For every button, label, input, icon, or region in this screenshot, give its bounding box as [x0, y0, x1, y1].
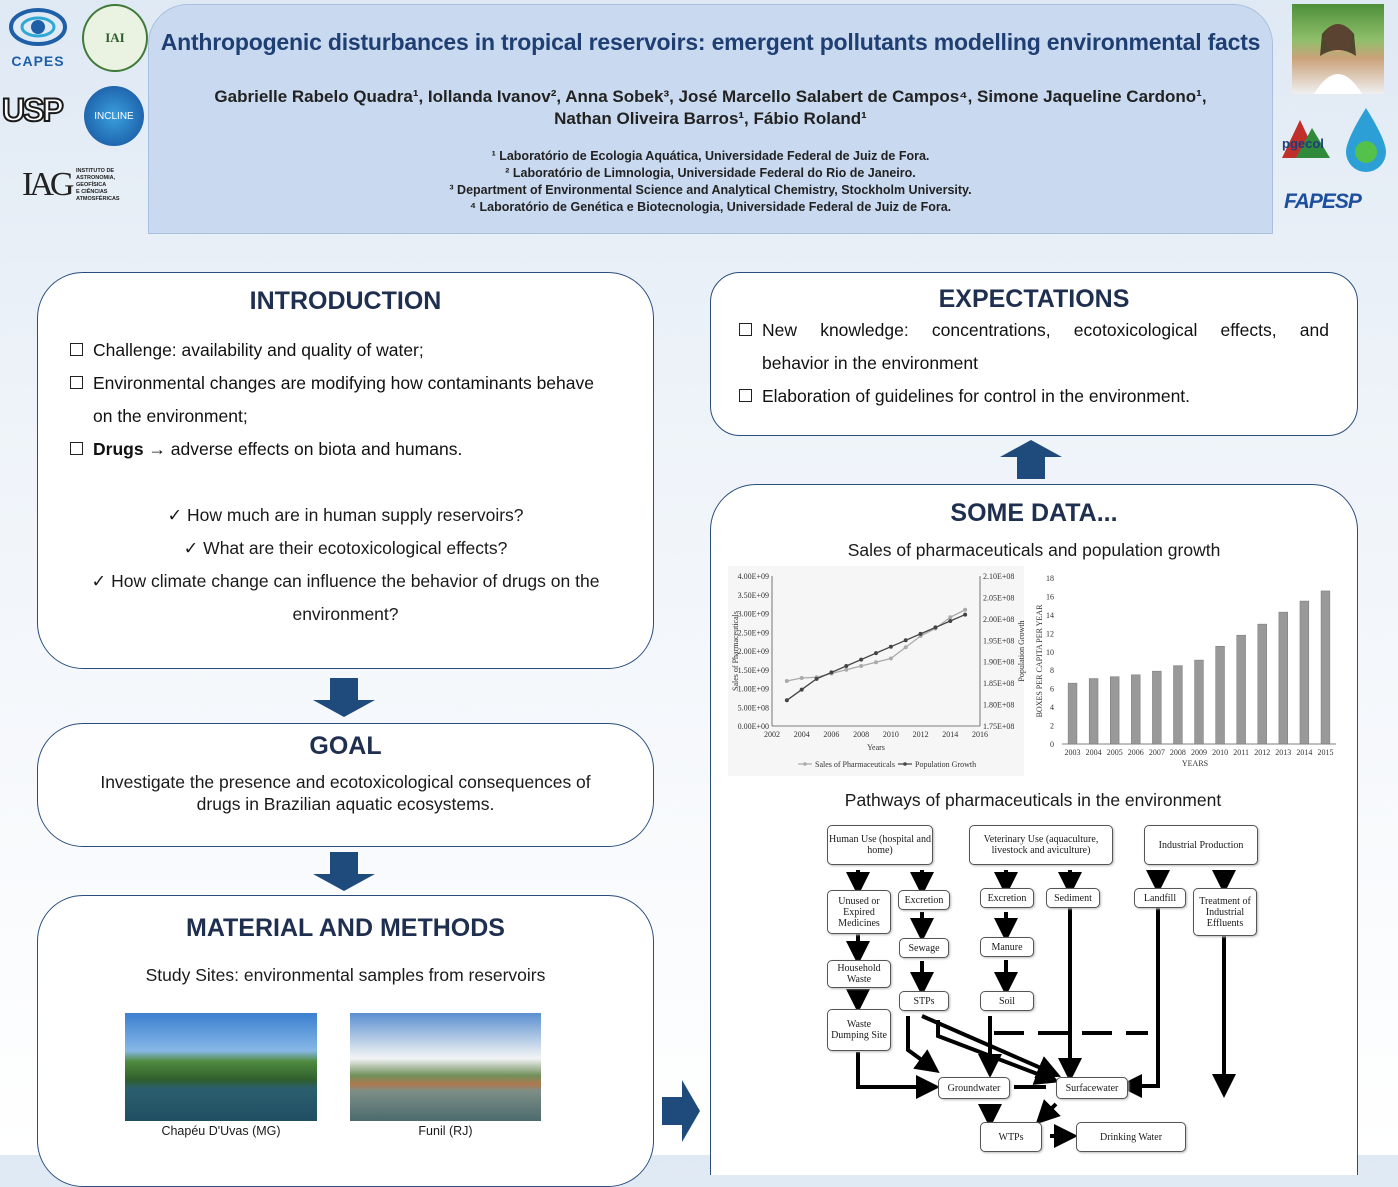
x-tick-label: 2011: [1233, 748, 1250, 757]
goal-title: GOAL: [309, 732, 382, 760]
flow-box-unused-medicines: Unused or Expired Medicines: [827, 890, 891, 934]
site-caption: Funil (RJ): [418, 1124, 473, 1138]
x-tick-label: 2006: [1127, 748, 1144, 757]
x-tick-label: 2015: [1317, 748, 1334, 757]
y-tick-label: 2: [1050, 721, 1054, 731]
intro-bullet: Drugs → adverse effects on biota and humans.: [70, 433, 653, 466]
poster-title: Anthropogenic disturbances in tropical reservoirs: emergent pollutants modelling environmental facts: [160, 29, 1261, 55]
flow-box-soil: Soil: [980, 991, 1034, 1011]
y-tick-label: 3.00E+09: [737, 609, 769, 619]
usp-text: USP: [2, 92, 62, 128]
y-tick-label: 16: [1046, 592, 1054, 602]
flow-box-manure: Manure: [980, 937, 1034, 957]
authors-line: Gabrielle Rabelo Quadra¹, Iollanda Ivanov², Anna Sobek³, José Marcello Salabert de Campos⁴, Simone Jaqueline Cardono¹,: [214, 87, 1207, 106]
y2-axis-label: Population Growth: [1017, 620, 1026, 682]
x-tick-label: 2009: [1191, 748, 1207, 757]
y-axis-label: BOXES PER CAPITA PER YEAR: [1035, 604, 1044, 718]
y-tick-label: 3.50E+09: [737, 590, 769, 600]
legend-label: Sales of Pharmaceuticals: [815, 760, 895, 769]
flow-box-industrial-production: Industrial Production: [1144, 825, 1258, 865]
x-tick-label: 2004: [793, 730, 810, 739]
question: environment?: [292, 604, 399, 624]
y-tick-label: 4.00E+09: [737, 572, 769, 581]
y-tick-label: 2.00E+09: [737, 647, 769, 656]
x-tick-label: 2014: [942, 730, 959, 739]
y2-tick-label: 1.75E+08: [983, 722, 1015, 731]
flow-box-waste-dumping-site: Waste Dumping Site: [827, 1009, 891, 1051]
iag-text-line: E CIÊNCIAS: [76, 189, 108, 195]
flow-box-landfill: Landfill: [1134, 888, 1186, 908]
intro-bullet-continued: on the environment;: [93, 406, 248, 426]
pathways-heading: Pathways of pharmaceuticals in the environment: [844, 790, 1222, 810]
y-tick-label: 0.00E+00: [737, 722, 769, 731]
fapesp-text: FAPESP: [1284, 190, 1361, 213]
question: ✓ How climate change can influence the behavior of drugs on the: [91, 571, 600, 591]
flow-box-veterinary-use: Veterinary Use (aquaculture, livestock and aviculture): [969, 825, 1113, 865]
affiliation: ⁴ Laboratório de Genética e Biotecnologia, Universidade Federal de Juiz de Fora.: [469, 200, 952, 214]
x-tick-label: 2008: [1169, 748, 1186, 757]
y2-tick-label: 1.80E+08: [983, 700, 1015, 710]
flow-box-groundwater: Groundwater: [938, 1077, 1010, 1099]
expectations-bullet-continued: behavior in the environment: [762, 353, 978, 373]
flow-box-drinking-water: Drinking Water: [1076, 1122, 1186, 1152]
expectations-bullet: New knowledge: concentrations, ecotoxicological effects, and: [739, 314, 1329, 347]
iag-text-line: ATMOSFÉRICAS: [76, 196, 120, 202]
x-tick-label: 2007: [1148, 748, 1165, 757]
x-tick-label: 2003: [1064, 748, 1081, 757]
x-tick-label: 2002: [764, 730, 780, 739]
incline-text: INCLINE: [94, 110, 134, 122]
y2-tick-label: 2.05E+08: [983, 593, 1015, 603]
y-tick-label: 5.00E+08: [737, 703, 769, 713]
affiliation: ¹ Laboratório de Ecologia Aquática, Universidade Federal de Juiz de Fora.: [491, 149, 930, 163]
y-tick-label: 0: [1050, 740, 1054, 749]
x-axis-label: Years: [867, 743, 885, 752]
x-tick-label: 2010: [882, 730, 899, 739]
x-tick-label: 2012: [1254, 748, 1271, 757]
goal-text: drugs in Brazilian aquatic ecosystems.: [196, 794, 495, 814]
question: ✓ How much are in human supply reservoirs?: [167, 505, 524, 525]
introduction-title: INTRODUCTION: [249, 287, 442, 315]
iag-text-line: INSTITUTO DE: [76, 168, 115, 174]
y-tick-label: 2.50E+09: [737, 628, 769, 638]
capes-text: CAPES: [11, 53, 65, 69]
flow-box-sewage: Sewage: [899, 938, 949, 958]
iag-text-line: ASTRONOMIA,: [76, 175, 116, 181]
y-tick-label: 1.50E+09: [737, 665, 769, 675]
flow-box-household-waste: Household Waste: [827, 960, 891, 988]
y-tick-label: 10: [1046, 647, 1054, 657]
authors-line: Nathan Oliveira Barros¹, Fábio Roland¹: [554, 109, 867, 128]
y-tick-label: 4: [1050, 703, 1054, 713]
flow-box-excretion: Excretion: [980, 888, 1034, 908]
flow-box-human-use: Human Use (hospital and home): [827, 825, 933, 865]
chart-heading: Sales of pharmaceuticals and population growth: [847, 540, 1221, 560]
question: ✓ What are their ecotoxicological effects?: [183, 538, 508, 558]
y-tick-label: 12: [1046, 629, 1054, 639]
x-tick-label: 2016: [972, 730, 988, 739]
x-tick-label: 2010: [1212, 748, 1229, 757]
legend-label: Population Growth: [915, 760, 977, 769]
affiliation: ² Laboratório de Limnologia, Universidade Federal do Rio de Janeiro.: [505, 166, 916, 180]
y-tick-label: 8: [1050, 666, 1054, 676]
x-tick-label: 2014: [1296, 748, 1313, 757]
y-tick-label: 14: [1046, 610, 1054, 620]
intro-bullet: Environmental changes are modifying how contaminants behave: [70, 367, 653, 400]
flow-box-sediment: Sediment: [1046, 888, 1100, 908]
expectations-title: EXPECTATIONS: [938, 285, 1130, 313]
flow-box-surfacewater: Surfacewater: [1056, 1077, 1128, 1099]
x-axis-label: YEARS: [1181, 759, 1209, 768]
iag-text-line: GEOFÍSICA: [76, 182, 107, 188]
methods-subtitle: Study Sites: environmental samples from reservoirs: [145, 965, 546, 985]
goal-text: Investigate the presence and ecotoxicological consequences of: [100, 772, 591, 792]
flow-box-treatment-effluents: Treatment of Industrial Effluents: [1193, 888, 1257, 936]
y2-tick-label: 1.95E+08: [983, 636, 1015, 646]
flow-box-wtps: WTPs: [980, 1122, 1042, 1152]
pgecol-text: pgecol: [1282, 136, 1324, 151]
y2-tick-label: 1.85E+08: [983, 679, 1015, 689]
x-tick-label: 2004: [1085, 748, 1102, 757]
x-tick-label: 2012: [912, 730, 929, 739]
iai-text: IAI: [105, 30, 125, 45]
y2-tick-label: 2.10E+08: [983, 572, 1015, 581]
x-tick-label: 2005: [1106, 748, 1123, 757]
y-tick-label: 6: [1050, 684, 1054, 694]
iag-mark: IAG: [22, 166, 71, 203]
y-tick-label: 18: [1046, 574, 1054, 583]
intro-bullet: Challenge: availability and quality of water;: [70, 334, 653, 367]
flow-box-excretion: Excretion: [898, 890, 950, 910]
x-tick-label: 2008: [853, 730, 870, 739]
y-tick-label: 1.00E+09: [737, 684, 769, 694]
y2-tick-label: 2.00E+08: [983, 614, 1015, 624]
x-tick-label: 2013: [1275, 748, 1292, 757]
x-tick-label: 2006: [823, 730, 840, 739]
data-title: SOME DATA...: [950, 499, 1118, 527]
affiliation: ³ Department of Environmental Science and Analytical Chemistry, Stockholm University.: [449, 183, 972, 197]
methods-title: MATERIAL AND METHODS: [186, 914, 505, 942]
expectations-bullet: Elaboration of guidelines for control in the environment.: [739, 380, 1329, 413]
site-caption: Chapéu D'Uvas (MG): [161, 1124, 281, 1138]
y2-tick-label: 1.90E+08: [983, 657, 1015, 667]
y-axis-label: Sales of Pharmaceuticals: [731, 611, 740, 691]
flow-box-stps: STPs: [899, 991, 949, 1011]
